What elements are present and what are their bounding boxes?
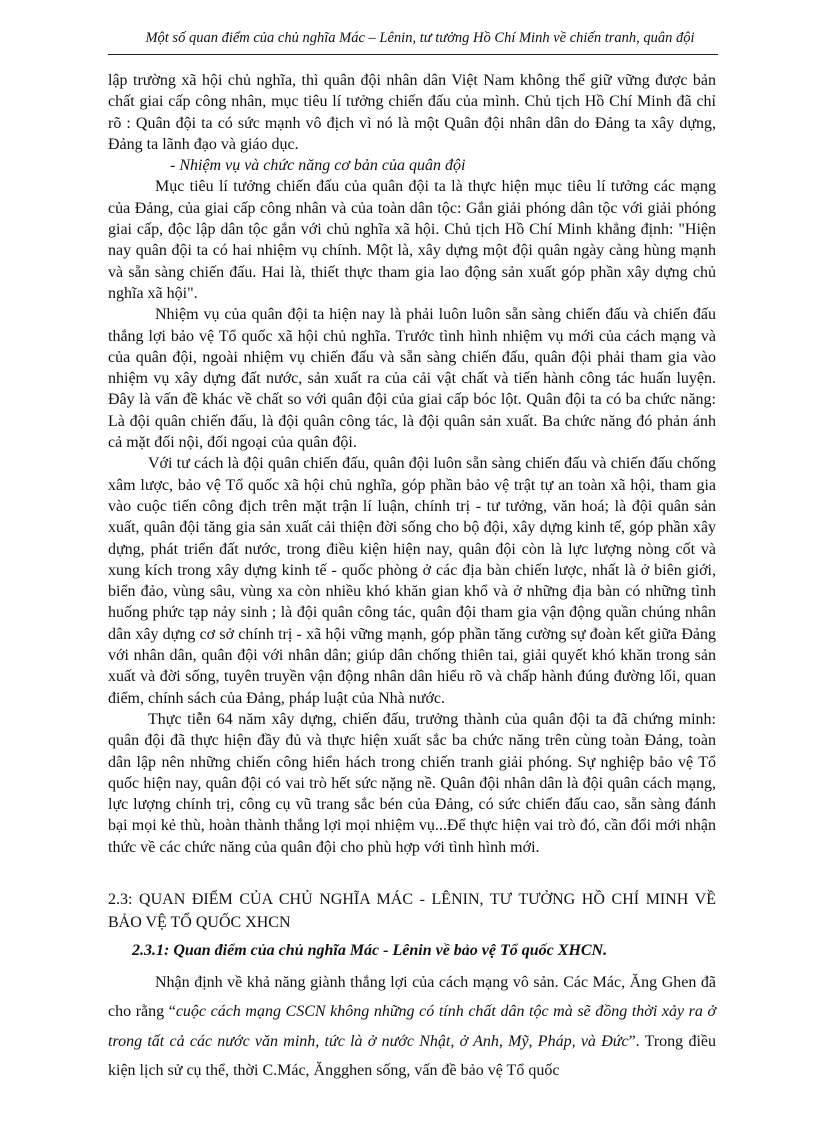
subsection-heading: 2.3.1: Quan điểm của chủ nghĩa Mác - Lênin về bảo vệ Tổ quốc XHCN. [132,942,608,959]
paragraph-5: Thực tiễn 64 năm xây dựng, chiến đấu, trưởng thành của quân đội ta đã chứng minh: quân đội đã thực hiện đầy đủ và thực hiện xuất sắc ba chức năng trên cùng toàn Đảng, toàn dân lập nên những chiến công hiển hách trong chiến tranh giải phóng. Sự nghiệp bảo vệ Tổ quốc hiện nay, quân đội có vai trò hết sức nặng nề. Quân đội nhân dân là đội quân cách mạng, lực lượng chính trị, công cụ vũ trang sắc bén của Đảng, có sức chiến đấu cao, sẵn sàng đánh bại mọi kẻ thù, hoàn thành thắng lợi mọi nhiệm vụ...Để thực hiện vai trò đó, cần đổi mới nhận thức về các chức năng của quân đội cho phù hợp với tình hình mới. [108,710,716,856]
section-heading: 2.3: QUAN ĐIỂM CỦA CHỦ NGHĨA MÁC - LÊNIN, TƯ TƯỞNG HỒ CHÍ MINH VỀ BẢO VỆ TỔ QUỐC XHCN [108,891,716,931]
section-heading-block [108,888,716,934]
body-text-block [108,70,716,858]
paragraph-6-quote: cuộc cách mạng CSCN không những có tính chất dân tộc mà sẽ đồng thời xảy ra ở trong tất cả các nước văn minh, tức là ở nước Nhật, ở Anh, Mỹ, Pháp, và Đức [108,1003,716,1050]
running-header: Một số quan điểm của chủ nghĩa Mác – Lênin, tư tưởng Hồ Chí Minh về chiến tranh, quân đội [145,30,695,46]
section-body-block [108,936,716,1086]
subheading-duties: - Nhiệm vụ và chức năng cơ bản của quân đội [170,157,466,175]
paragraph-6-start: Nhận định về khả năng giành thắng lợi của cách mạng vô sản. Các Mác, Ăng Ghen đã cho rằng “ [108,973,716,1020]
paragraph-6-end: ”. Trong điều kiện lịch sử cụ thể, thời C.Mác, Ăngghen sống, vấn đề bảo vệ Tổ quốc [108,1032,716,1079]
header-divider [108,54,718,55]
paragraph-1: lập trường xã hội chủ nghĩa, thì quân đội nhân dân Việt Nam không thể giữ vững được bản chất giai cấp công nhân, mục tiêu lí tưởng chiến đấu của mình. Chủ tịch Hồ Chí Minh đã chỉ rõ : Quân đội ta có sức mạnh vô địch vì nó là một Quân đội nhân dân do Đảng ta xây dựng, Đảng ta lãnh đạo và giáo dục. [108,72,716,153]
paragraph-3: Nhiệm vụ của quân đội ta hiện nay là phải luôn luôn sẵn sàng chiến đấu và chiến đấu thắng lợi bảo vệ Tổ quốc xã hội chủ nghĩa. Trước tình hình nhiệm vụ mới của cách mạng và của quân đội, ngoài nhiệm vụ chiến đấu và sẵn sàng chiến đấu, quân đội phải tham gia vào nhiệm vụ xây dựng đất nước, sản xuất ra của cải vật chất và tiến hành công tác huấn luyện. Đây là vấn đề khác về chất so với quân đội của giai cấp bóc lột. Quân đội ta có ba chức năng: Là đội quân chiến đấu, là đội quân công tác, là đội quân sản xuất. Ba chức năng đó phản ánh cả mặt đối nội, đối ngoại của quân đội. [108,306,716,452]
paragraph-6 [108,968,716,1086]
paragraph-4: Với tư cách là đội quân chiến đấu, quân đội luôn sẵn sàng chiến đấu và chiến đấu chống xâm lược, bảo vệ Tổ quốc xã hội chủ nghĩa, góp phần bảo vệ trật tự an toàn xã hội, tham gia vào cuộc tiến công địch trên mặt trận lí luận, chính trị - tư tưởng, văn hoá; là đội quân sản xuất, quân đội tăng gia sản xuất cải thiện đời sống cho bộ đội, xây dựng kinh tế, góp phần xây dựng, phát triển đất nước, trong điều kiện hiện nay, quân đội còn là lực lượng nòng cốt và xung kích trong xây dựng kinh tế - quốc phòng ở các địa bàn chiến lược, nhất là ở biên giới, biển đảo, vùng sâu, vùng xa còn nhiều khó khăn gian khổ và ở những địa bàn có những tình huống phức tạp nảy sinh ; là đội quân công tác, quân đội tham gia vận động quần chúng nhân dân xây dựng cơ sở chính trị - xã hội vững mạnh, góp phần tăng cường sự đoàn kết giữa Đảng với nhân dân, quân đội với nhân dân; giúp dân chống thiên tai, giải quyết khó khăn trong sản xuất và đời sống, tuyên truyền vận động nhân dân hiểu rõ và chấp hành đúng đường lối, quan điểm, chính sách của Đảng, pháp luật của Nhà nước. [108,455,716,707]
paragraph-2: Mục tiêu lí tưởng chiến đấu của quân đội ta là thực hiện mục tiêu lí tưởng các mạng của Đảng, của giai cấp công nhân và của toàn dân tộc: Gắn giải phóng dân tộc với giải phóng giai cấp, độc lập dân tộc gắn với chủ nghĩa xã hội. Chủ tịch Hồ Chí Minh khẳng định: "Hiện nay quân đội ta có hai nhiệm vụ chính. Một là, xây dựng một đội quân ngày càng hùng mạnh và sẵn sàng chiến đấu. Hai là, thiết thực tham gia lao động sản xuất góp phần xây dựng chủ nghĩa xã hội". [108,178,716,302]
